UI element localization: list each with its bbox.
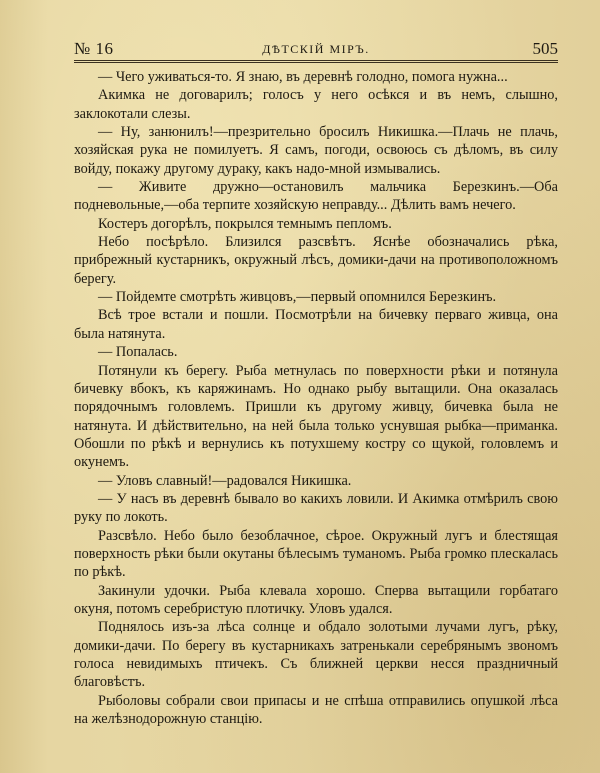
paragraph: — Чего уживаться-то. Я знаю, въ деревнѣ голодно, помога нужна... <box>98 69 508 85</box>
page-header <box>74 38 558 61</box>
issue-number: № 16 <box>74 39 114 58</box>
paragraph: — Попалась. <box>98 344 178 361</box>
paragraph: — Уловъ славный!—радовался Никишка. <box>98 472 352 489</box>
article-body <box>74 68 558 728</box>
paragraph: — Живите дружно—остановилъ мальчика Березкинъ.—Оба подневольные,—оба терпите хозяйскую неправду... Дѣлить вамъ нечего. <box>74 179 558 214</box>
paragraph: Рыболовы собрали свои припасы и не спѣша отправились опушкой лѣса на желѣзнодорожную станцію. <box>74 692 558 728</box>
paragraph: Поднялось изъ-за лѣса солнце и обдало золотыми лучами лугъ, рѣку, домики-дачи. По берегу въ кустарникахъ затренькали серебрянымъ звономъ голоса невидимыхъ птичекъ. Съ ближней церкви несся праздничный благовѣстъ. <box>74 619 558 691</box>
paragraph: Потянули къ берегу. Рыба метнулась по поверхности рѣки и потянула бичевку вбокъ, къ каряжинамъ. Но однако рыбу вытащили. Она оказалась порядочнымъ головлемъ. Пришли къ другому живцу, бичевка была не натянута. И дѣйствительно, на ней была только уснувшая рыбка—приманка. Обошли по рѣкѣ и вернулись къ потухшему костру со щукой, головлемъ и окунемъ. <box>74 362 558 471</box>
paragraph: — Ну, занюнилъ!—презрительно бросилъ Никишка.—Плачь не плачь, хозяйская рука не помилуетъ. Я самъ, погоди, освоюсь съ дѣломъ, въ силу войду, покажу другому дураку, какъ надо-мной измывались. <box>74 124 558 177</box>
paragraph: Всѣ трое встали и пошли. Посмотрѣли на бичевку перваго живца, она была натянута. <box>74 307 558 342</box>
paragraph: — Пойдемте смотрѣть живцовъ,—первый опомнился Березкинъ. <box>98 289 497 306</box>
paragraph: Небо посѣрѣло. Близился разсвѣтъ. Яснѣе обозначались рѣка, прибрежный кустарникъ, окружный лѣсъ, домики-дачи на противоположномъ берегу. <box>74 234 558 287</box>
page-number: 505 <box>532 39 558 58</box>
paragraph: Закинули удочки. Рыба клевала хорошо. Сперва вытащили горбатаго окуня, потомъ серебристую плотичку. Уловъ удался. <box>74 582 558 617</box>
magazine-title: ДѢТСКІЙ МІРЪ. <box>262 42 370 56</box>
paragraph: Костеръ догорѣлъ, покрылся темнымъ пепломъ. <box>98 215 392 232</box>
paragraph: — У насъ въ деревнѣ бывало во какихъ ловили. И Акимка отмѣрилъ свою руку по локоть. <box>74 490 558 526</box>
paragraph: Разсвѣло. Небо было безоблачное, сѣрое. Окружный лугъ и блестящая поверхность рѣки были окутаны бѣлесымъ туманомъ. Рыба громко плескалась по рѣкѣ. <box>74 527 558 581</box>
paragraph: Акимка не договарилъ; голосъ у него осѣкся и въ немъ, слышно, заклокотали слезы. <box>74 87 558 122</box>
